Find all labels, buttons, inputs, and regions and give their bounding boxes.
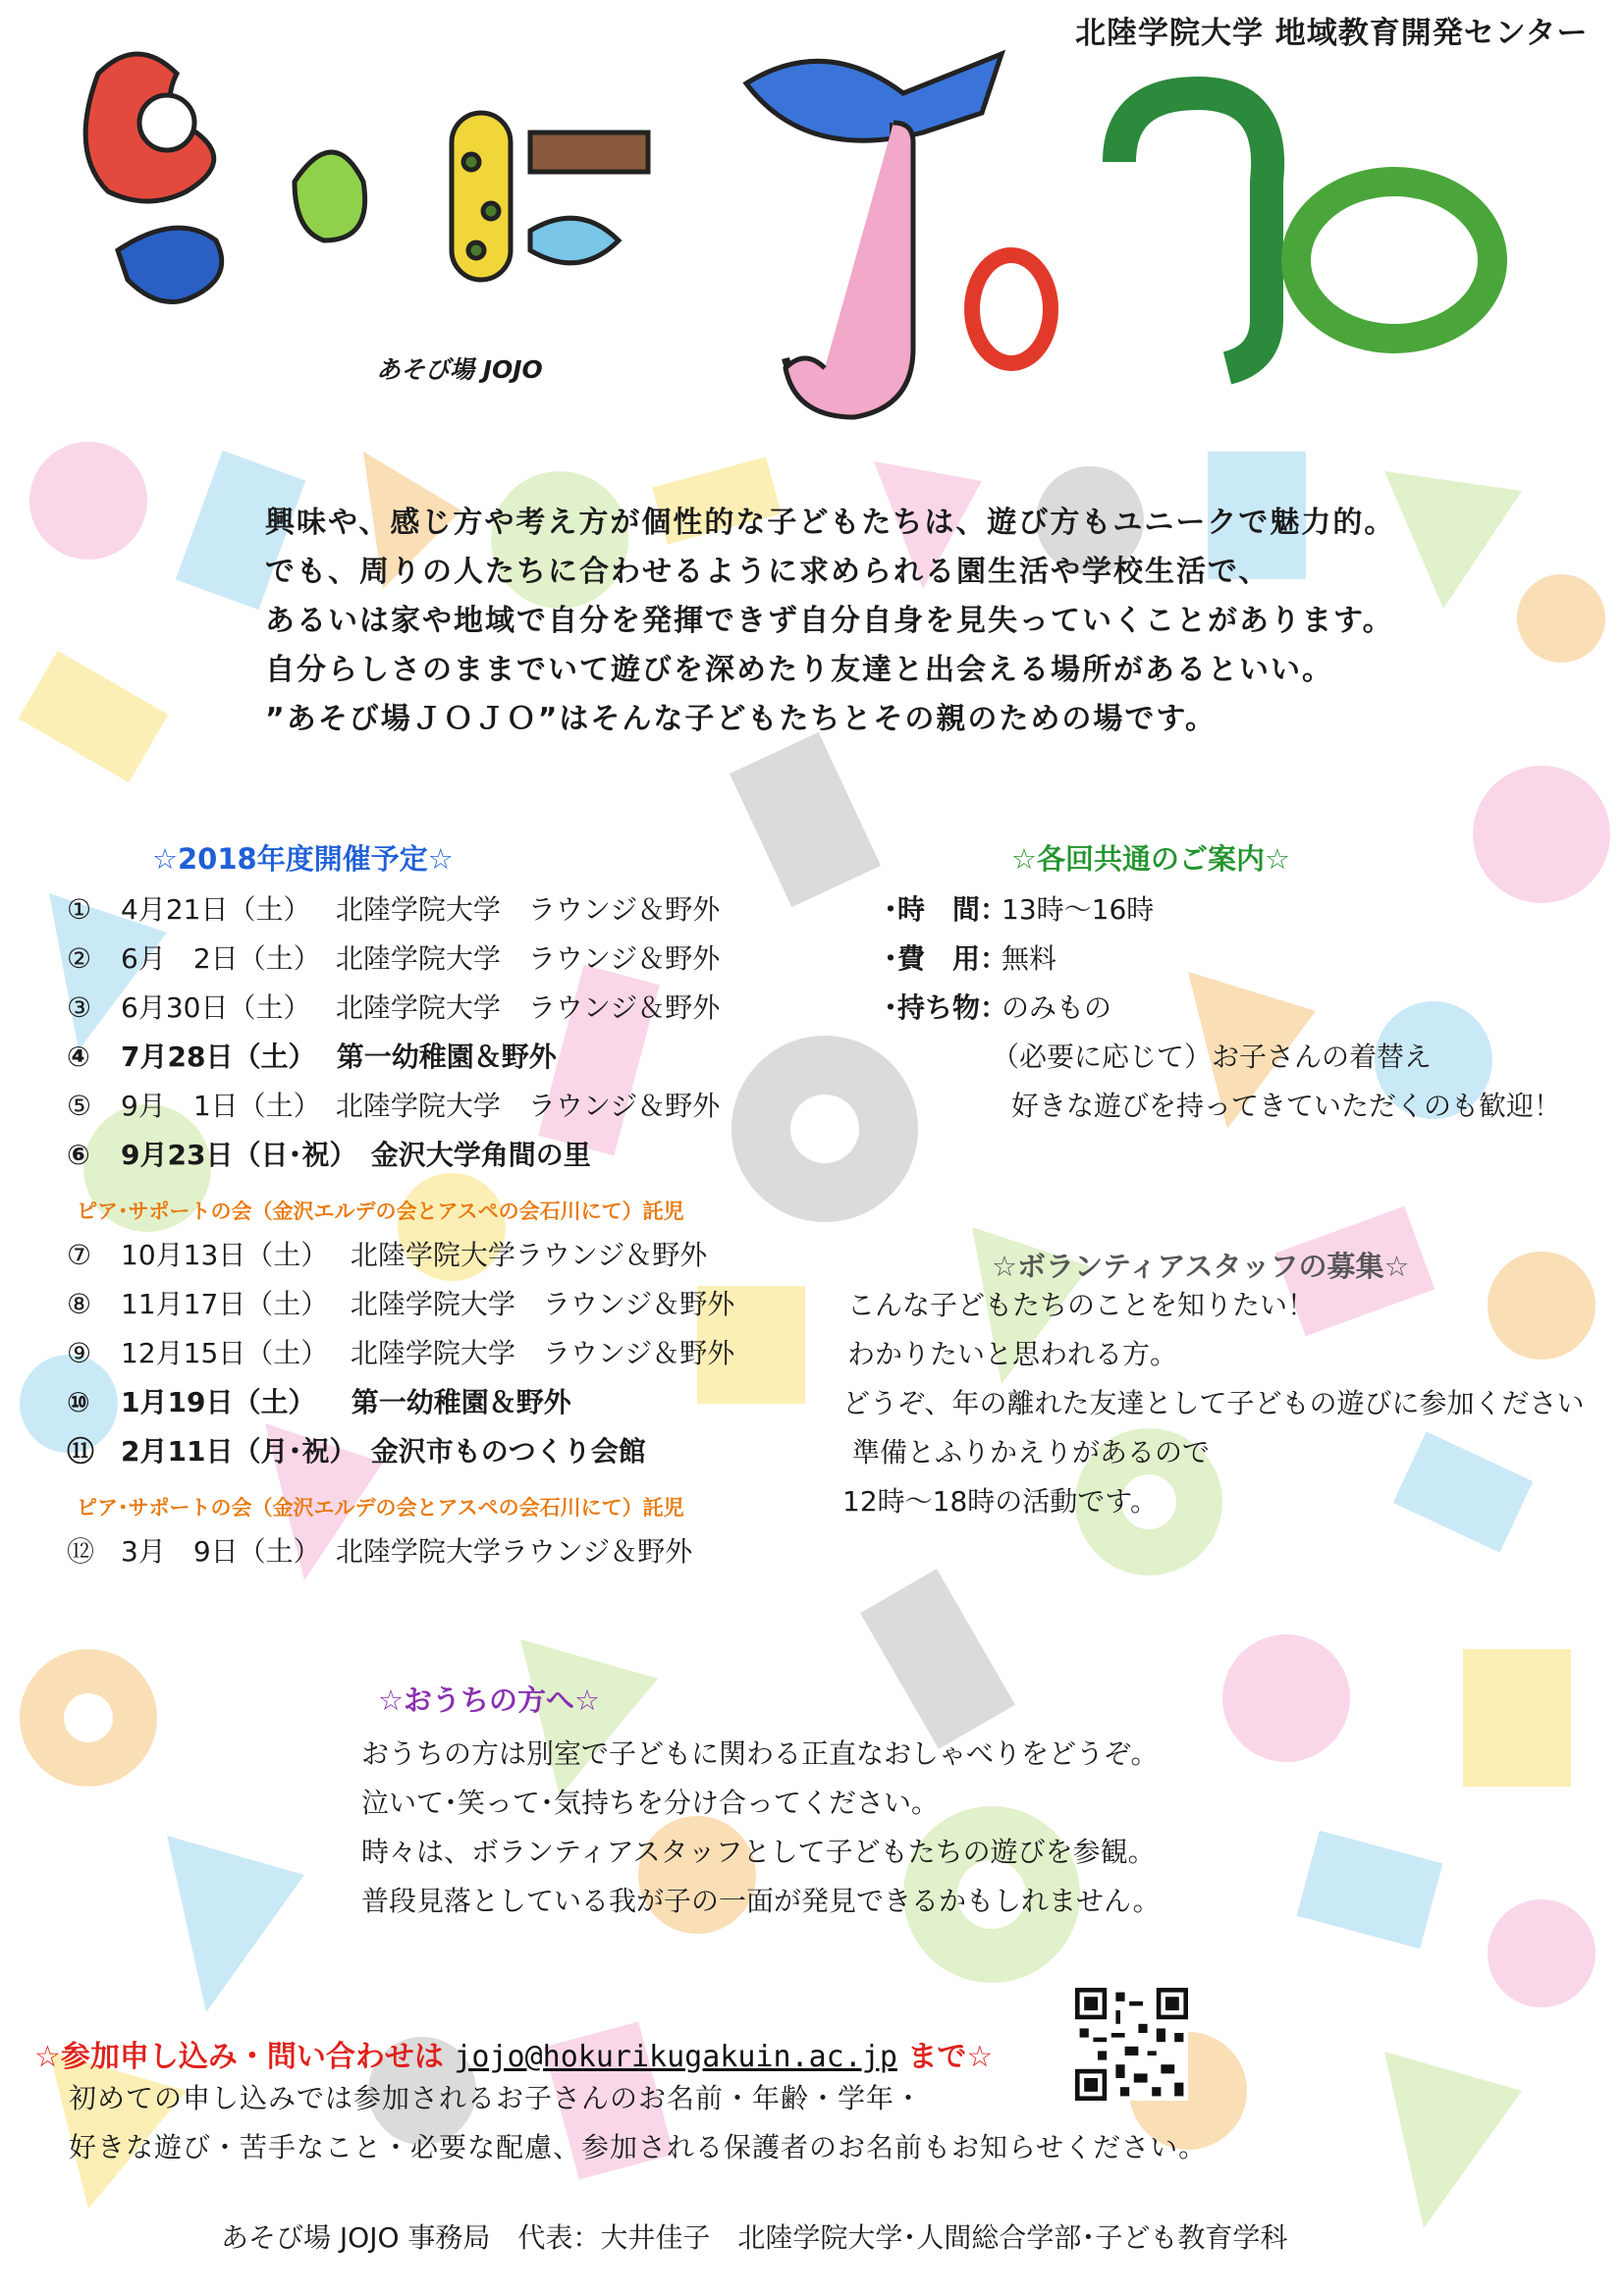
footer-contact: あそび場 JOJO 事務局 代表：大井佳子 北陸学院大学･人間総合学部･子ども教育学科 bbox=[221, 2221, 1288, 2254]
intro-text bbox=[265, 499, 1395, 744]
apply-title bbox=[34, 2032, 993, 2075]
row-place: 北陸学院大学 ラウンジ＆野外 bbox=[335, 1090, 721, 1122]
logo-caption: あそび場 JOJO bbox=[376, 355, 543, 384]
row-date: 12月15日（土） bbox=[121, 1337, 329, 1369]
volunteer-line: こんな子どもたちのことを知りたい！ bbox=[847, 1289, 1316, 1321]
row-date: 4月21日（土） bbox=[121, 893, 311, 926]
schedule-row bbox=[67, 1535, 692, 1569]
row-place: 北陸学院大学ラウンジ＆野外 bbox=[335, 1535, 693, 1568]
info-bring: ･持ち物：のみもの bbox=[884, 991, 1112, 1024]
common-info-title: ☆各回共通のご案内☆ bbox=[1011, 842, 1290, 876]
schedule-row bbox=[67, 991, 720, 1025]
schedule-title: ☆2018年度開催予定☆ bbox=[152, 842, 454, 876]
jojo-logo-artwork bbox=[39, 15, 1542, 427]
row-place: 第一幼稚園＆野外 bbox=[351, 1386, 571, 1418]
volunteer-line: 12時～18時の活動です。 bbox=[842, 1485, 1159, 1518]
intro-line: 自分らしさのままでいて遊びを深めたり友達と出会える場所があるといい。 bbox=[265, 653, 1333, 687]
row-place: 金沢大学角間の里 bbox=[370, 1139, 591, 1171]
row-date: 9月 1日（土） bbox=[121, 1090, 321, 1122]
info-time: ･時 間：13時～16時 bbox=[884, 893, 1155, 926]
row-date: 11月17日（土） bbox=[121, 1288, 329, 1320]
row-place: 第一幼稚園＆野外 bbox=[336, 1041, 557, 1073]
info-fee: ･費 用：無料 bbox=[884, 942, 1057, 975]
row-number: ⑦ bbox=[67, 1239, 92, 1271]
home-line: 泣いて･笑って･気持ちを分け合ってください。 bbox=[361, 1787, 940, 1819]
row-date: 10月13日（土） bbox=[121, 1239, 329, 1271]
row-number: ⑧ bbox=[67, 1288, 92, 1320]
home-line: おうちの方は別室で子どもに関わる正直なおしゃべりをどうぞ。 bbox=[361, 1737, 1159, 1770]
row-place: 北陸学院大学 ラウンジ＆野外 bbox=[335, 942, 721, 975]
schedule-row bbox=[67, 1090, 720, 1123]
row-date: 2月11日（月･祝） bbox=[121, 1435, 357, 1468]
schedule-row bbox=[67, 1139, 591, 1172]
row-number: ⑪ bbox=[67, 1435, 95, 1468]
row-number: ⑥ bbox=[67, 1139, 90, 1171]
intro-line: 興味や、感じ方や考え方が個性的な子どもたちは、遊び方もユニークで魅力的。 bbox=[265, 506, 1396, 540]
organization-name: 北陸学院大学 地域教育開発センター bbox=[1075, 16, 1589, 51]
row-date: 3月 9日（土） bbox=[121, 1535, 321, 1568]
childcare-note: ピア･サポートの会（金沢エルデの会とアスペの会石川にて）託児 bbox=[77, 1200, 684, 1223]
home-line: 普段見落としている我が子の一面が発見できるかもしれません。 bbox=[361, 1885, 1161, 1917]
row-number: ⑩ bbox=[67, 1386, 90, 1418]
row-number: ③ bbox=[67, 991, 92, 1024]
home-title: ☆おうちの方へ☆ bbox=[378, 1683, 600, 1717]
schedule-row bbox=[67, 1041, 557, 1074]
schedule-row bbox=[67, 942, 720, 976]
intro-line: でも、周りの人たちに合わせるように求められる園生活や学校生活で、 bbox=[265, 555, 1271, 589]
schedule-row bbox=[67, 1337, 734, 1370]
row-date: 7月28日（土） bbox=[121, 1041, 316, 1073]
row-date: 9月23日（日･祝） bbox=[121, 1139, 357, 1171]
row-number: ⑫ bbox=[67, 1535, 95, 1568]
home-line: 時々は、ボランティアスタッフとして子どもたちの遊びを参観。 bbox=[361, 1836, 1156, 1868]
apply-text bbox=[69, 2074, 1207, 2172]
schedule-row bbox=[67, 1435, 646, 1468]
contact-email-link[interactable]: jojo@hokurikugakuin.ac.jp bbox=[454, 2040, 897, 2074]
schedule-row bbox=[67, 893, 720, 927]
intro-line: あるいは家や地域で自分を発揮できず自分自身を見失っていくことがあります。 bbox=[265, 604, 1394, 638]
info-bring-line: 好きな遊びを持ってきていただくのも歓迎！ bbox=[1011, 1090, 1562, 1122]
row-date: 6月30日（土） bbox=[121, 991, 311, 1024]
row-date: 6月 2日（土） bbox=[121, 942, 321, 975]
row-place: 北陸学院大学 ラウンジ＆野外 bbox=[335, 991, 721, 1024]
apply-line: 好きな遊び・苦手なこと・必要な配慮、参加される保護者のお名前もお知らせください。 bbox=[69, 2131, 1208, 2163]
row-number: ⑨ bbox=[67, 1337, 92, 1369]
schedule-row bbox=[67, 1288, 734, 1321]
schedule-row bbox=[67, 1239, 707, 1272]
apply-title-prefix: ☆参加申し込み・問い合わせは bbox=[34, 2040, 455, 2074]
intro-line: ”あそび場ＪＯＪＯ”はそんな子どもたちとその親のための場です。 bbox=[265, 702, 1218, 736]
apply-line: 初めての申し込みでは参加されるお子さんのお名前・年齢・学年・ bbox=[69, 2082, 924, 2114]
row-place: 北陸学院大学 ラウンジ＆野外 bbox=[335, 893, 721, 926]
row-place: 北陸学院大学 ラウンジ＆野外 bbox=[350, 1337, 735, 1369]
row-place: 北陸学院大学ラウンジ＆野外 bbox=[350, 1239, 708, 1271]
row-number: ② bbox=[67, 942, 92, 975]
volunteer-line: どうぞ、年の離れた友達として子どもの遊びに参加ください bbox=[842, 1387, 1585, 1419]
volunteer-line: 準備とふりかえりがあるので bbox=[852, 1436, 1211, 1468]
row-number: ① bbox=[67, 893, 92, 926]
row-place: 北陸学院大学 ラウンジ＆野外 bbox=[350, 1288, 735, 1320]
volunteer-text bbox=[842, 1281, 1584, 1526]
volunteer-title: ☆ボランティアスタッフの募集☆ bbox=[992, 1250, 1410, 1283]
info-bring-line: （必要に応じて）お子さんの着替え bbox=[992, 1041, 1433, 1073]
row-number: ④ bbox=[67, 1041, 90, 1073]
row-place: 金沢市ものつくり会館 bbox=[370, 1435, 646, 1468]
apply-title-suffix: まで☆ bbox=[896, 2040, 994, 2074]
home-text bbox=[361, 1730, 1161, 1926]
row-date: 1月19日（土） bbox=[121, 1386, 316, 1418]
row-number: ⑤ bbox=[67, 1090, 92, 1122]
childcare-note: ピア･サポートの会（金沢エルデの会とアスペの会石川にて）託児 bbox=[77, 1496, 684, 1520]
volunteer-line: わかりたいと思われる方。 bbox=[847, 1338, 1178, 1370]
schedule-row bbox=[67, 1386, 571, 1419]
